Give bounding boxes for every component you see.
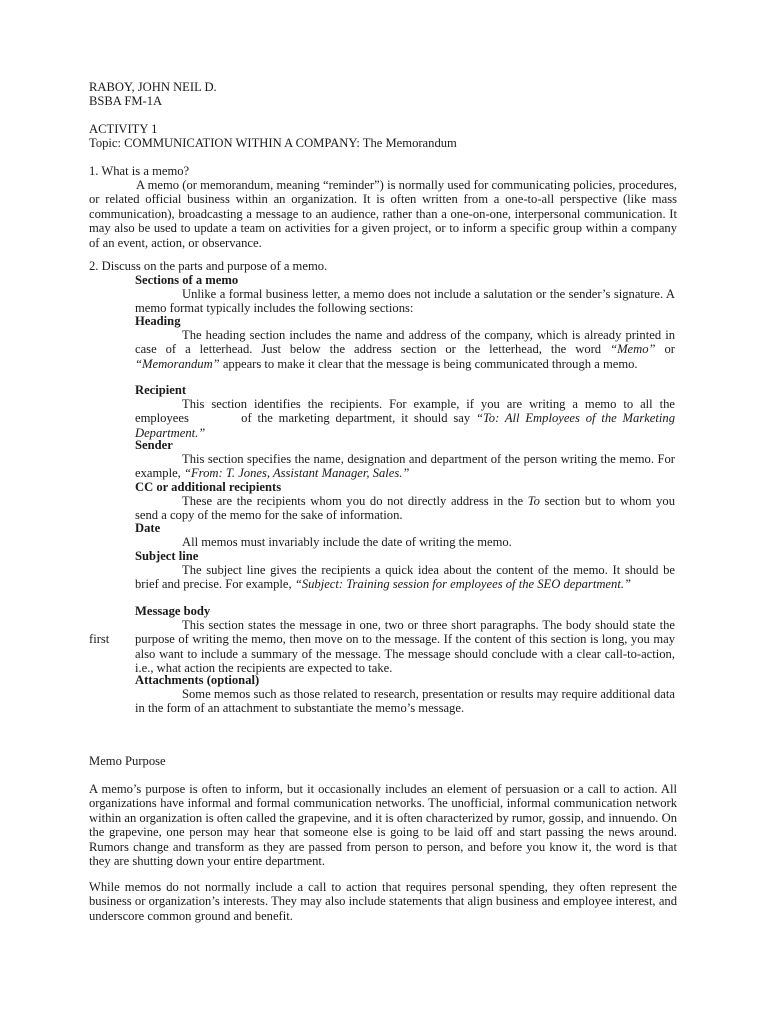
sections-heading: Sections of a memo: [135, 273, 239, 287]
subject-example: “Subject: Training session for employees of the SEO department.”: [294, 577, 631, 592]
section-recipient-title: Recipient: [135, 383, 187, 397]
section-date-title: Date: [135, 521, 161, 535]
to-word: To: [527, 494, 540, 508]
memo-word: “Memo”: [610, 342, 656, 357]
purpose-paragraph-2: While memos do not normally include a call to action that requires personal spending, they often represent the business or organization’s interests. They may also include statements that align business and employee interest, and underscore common ground and benefit.: [89, 880, 677, 923]
recipient-example: “To: All Employees of the Marketing Department.”: [135, 411, 679, 440]
section-body-title: Message body: [135, 604, 211, 618]
section-sender-title: Sender: [135, 438, 173, 452]
student-name: RABOY, JOHN NEIL D.: [89, 80, 217, 94]
section-attachments-title: Attachments (optional): [135, 673, 260, 687]
section-heading-text: The heading section includes the name and address of the company, which is already printed in case of a letterhead. Just below the address section or the letterhead, the word “Memo” or “Memorandum” appears to make it clear that the message is being communicated through a memo.: [135, 328, 675, 371]
section-body-text: This section states the message in one, two or three short paragraphs. The body should state the purpose of writing the memo, then move on to the message. If the content of this section is long, you may also want to include a summary of the message. The message should conclude with a clear call-to-action, i.e., what action the recipients are expected to take.: [135, 618, 675, 676]
section-recipient-text: This section identifies the recipients. For example, if you are writing a memo to all the employees of the marketing department, it should say “To: All Employees of the Marketing Department.”: [135, 397, 679, 440]
sender-example: “From: T. Jones, Assistant Manager, Sales.”: [183, 466, 410, 481]
section-cc-text: These are the recipients whom you do not directly address in the To section but to whom you send a copy of the memo for the sake of information.: [135, 494, 675, 523]
activity-topic: Topic: COMMUNICATION WITHIN A COMPANY: The Memorandum: [89, 136, 457, 150]
purpose-title: Memo Purpose: [89, 754, 166, 768]
question-2: 2. Discuss on the parts and purpose of a memo.: [89, 259, 328, 273]
section-subject-text: The subject line gives the recipients a quick idea about the content of the memo. It should be brief and precise. For example, “Subject: Training session for employees of the SEO department.”: [135, 563, 675, 592]
activity-title: ACTIVITY 1: [89, 122, 158, 136]
memorandum-word: “Memorandum”: [135, 356, 220, 371]
purpose-paragraph-1: A memo’s purpose is often to inform, but it occasionally includes an element of persuasion or a call to action. All organizations have informal and formal communication networks. The unofficial, informal communication network within an organization is often called the grapevine, and it is often characterized by rumor, gossip, and innuendo. On the grapevine, one person may hear that someone else is going to be laid off and start passing the news around. Rumors change and transform as they are passed from person to person, and before you know it, the word is that they are shutting down your entire department.: [89, 782, 677, 869]
section-subject-title: Subject line: [135, 549, 199, 563]
question-1: 1. What is a memo?: [89, 164, 190, 178]
section-sender-text: This section specifies the name, designation and department of the person writing the memo. For example, “From: T. Jones, Assistant Manager, Sales.”: [135, 452, 704, 481]
margin-word-first: first: [89, 632, 110, 646]
student-course: BSBA FM-1A: [89, 94, 163, 108]
sections-intro: Unlike a formal business letter, a memo does not include a salutation or the sender’s signature. A memo format typically includes the following sections:: [135, 287, 675, 316]
section-cc-title: CC or additional recipients: [135, 480, 282, 494]
answer-1: A memo (or memorandum, meaning “reminder”) is normally used for communicating policies, procedures, or related official business within an organization. It is often written from a one-to-all perspective (like mass communication), broadcasting a message to an audience, rather than a one-on-one, interpersonal communication. It may also be used to update a team on activities for a given project, or to inform a specific group within a company of an event, action, or observance.: [89, 178, 677, 250]
section-date-text: All memos must invariably include the date of writing the memo.: [182, 535, 512, 549]
section-heading-title: Heading: [135, 314, 181, 328]
section-attachments-text: Some memos such as those related to research, presentation or results may require additional data in the form of an attachment to substantiate the memo’s message.: [135, 687, 675, 716]
